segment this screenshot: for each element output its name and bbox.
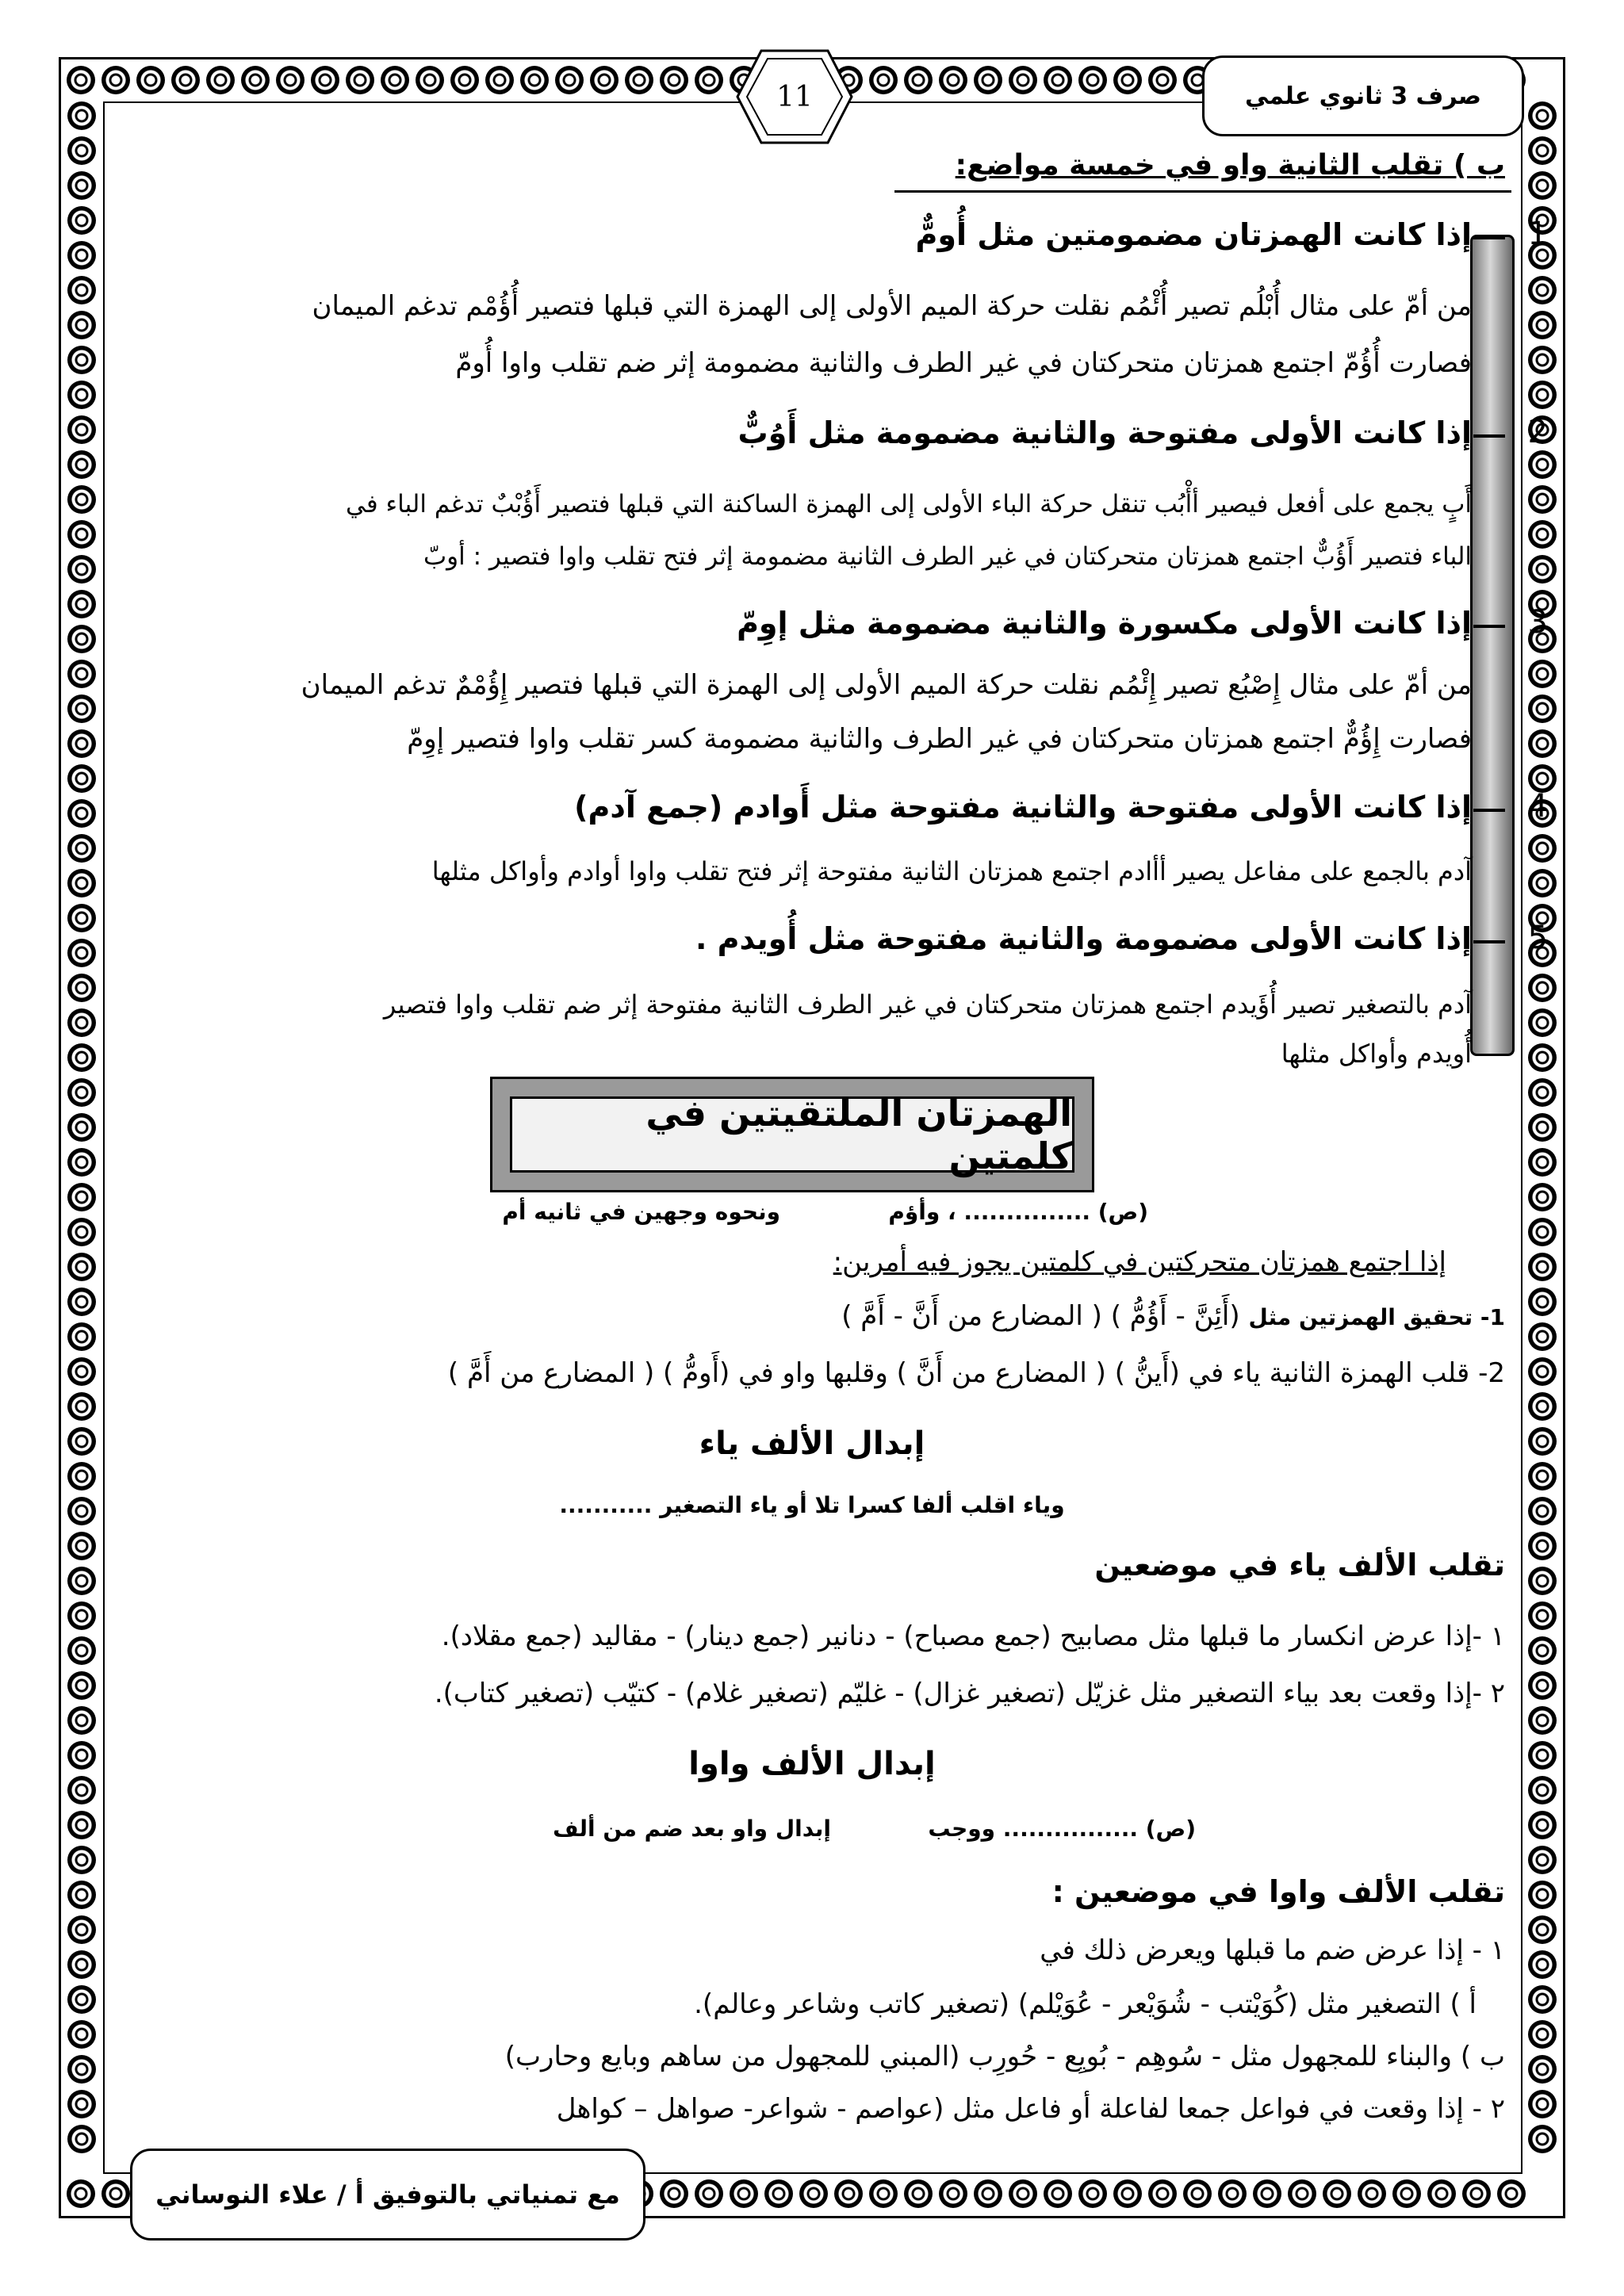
item-5-line-1: آدم بالتصغير تصير أُؤَيدم اجتمع همزتان متحركتان في غير الطرف الثانية مفتوحة إثر ضم تقلب واوا فتصير (383, 989, 1472, 1020)
item-2-title: إذا كانت الأولى مفتوحة والثانية مضمومة مثل أَوُبٌّ (737, 415, 1472, 450)
item-1-number: 1 (1527, 216, 1548, 252)
item-number-dash (1473, 236, 1505, 239)
item-2-line-2: الباء فتصير أَؤُبٌّ اجتمع همزتان متحركتان في غير الطرف الثانية مضمومة إثر فتح تقلب واوا فتصير : أوبّ (423, 542, 1472, 571)
item-4-line-1: آدم بالجمع على مفاعل يصير أأادم اجتمع همزتان الثانية مفتوحة إثر فتح تقلب واوا أوادم وأواكل مثلها (431, 856, 1472, 886)
item-4-number: 4 (1527, 788, 1548, 825)
alif-ya-heading: تقلب الألف ياء في موضعين (1094, 1548, 1505, 1582)
item-3-title: إذا كانت الأولى مكسورة والثانية مضمومة مثل إوِمّ (737, 606, 1472, 641)
hamzatan-rule-2: 2- قلب الهمزة الثانية ياء في (أَينُّ ) ( المضارع من أَنَّ ) وقلبها واو في (أَومُّ ) ( المضارع من أَمَّ ) (447, 1357, 1505, 1389)
header-title: صرف 3 ثانوي علمي (1202, 55, 1524, 136)
heading-rule (894, 190, 1511, 193)
alif-waw-verse-left: إبدال واو بعد ضم من ألف (553, 1816, 831, 1842)
alif-ya-verse: وياء اقلب ألفا كسرا تلا أو ياء التصغير ........... (559, 1492, 1065, 1518)
alif-waw-line-1: ١ - إذا عرض ضم ما قبلها ويعرض ذلك في (1040, 1934, 1505, 1966)
hamzatan-rule-1 (841, 1300, 1505, 1332)
section-b-heading: ب ) تقلب الثانية واو في خمسة مواضع: (955, 149, 1505, 182)
item-2-number: 2 (1527, 414, 1548, 450)
alif-waw-verse-right: (ص) ................ ووجب (928, 1816, 1196, 1842)
alif-ya-line-2: ٢ -إذا وقعت بعد بياء التصغير مثل غزيّل (تصغير غزال) - غليّم (تصغير غلام) - كتيّب (تصغير كتاب). (434, 1678, 1505, 1709)
item-4-title: إذا كانت الأولى مفتوحة والثانية مفتوحة مثل أَوادم (جمع آدم) (574, 790, 1472, 825)
decorative-sidebar-bar (1470, 235, 1515, 1056)
item-number-dash (1473, 940, 1505, 943)
item-number-dash (1473, 434, 1505, 438)
footer-signature: مع تمنياتي بالتوفيق أ / علاء النوساني (130, 2149, 645, 2241)
alif-waw-heading: تقلب الألف واوا في موضعين : (1051, 1874, 1505, 1909)
item-1-title: إذا كانت الهمزتان مضمومتين مثل أُومٌّ (915, 217, 1472, 252)
item-3-line-2: فصارت إِؤُمٌّ اجتمع همزتان متحركتان في غير الطرف والثانية مضمومة كسر تقلب واوا فتصير إوِمّ (407, 723, 1472, 755)
hamzatan-verse-right: (ص) ............... ، وأؤم (888, 1199, 1148, 1225)
item-1-line-1: من أمّ على مثال أُبْلُم تصير أُئْمُم نقلت حركة الميم الأولى إلى الهمزة التي قبلها فتصير أُؤُمْم تدغم الميمان (312, 290, 1472, 322)
item-number-dash (1473, 809, 1505, 812)
item-2-line-1: أَبٍ يجمع على أفعل فيصير أأْبُب تنقل حركة الباء الأولى إلى الهمزة الساكنة التي قبلها فتصير أَؤُبْبٌ تدغم الباء في (346, 490, 1472, 519)
alif-ya-title: إبدال الألف ياء (699, 1425, 925, 1462)
alif-ya-line-1: ١ -إذا عرض انكسار ما قبلها مثل مصابيح (جمع مصباح) - دنانير (جمع دينار) - مقاليد (جمع مقلاد). (441, 1621, 1505, 1652)
banner-title: الهمزتان الملتقيتين في كلمتين (510, 1096, 1074, 1173)
alif-waw-title: إبدال الألف واوا (688, 1746, 936, 1782)
item-3-number: 3 (1527, 604, 1548, 641)
item-3-line-1: من أمّ على مثال إِصْبُع تصير إِئْمُم نقلت حركة الميم الأولى إلى الهمزة التي قبلها فتصير إِؤُمْمٌ تدغم الميمان (301, 669, 1472, 701)
page-number-badge (730, 43, 860, 151)
item-5-title: إذا كانت الأولى مضمومة والثانية مفتوحة مثل أُويدم . (695, 921, 1472, 956)
item-5-number: 5 (1527, 920, 1548, 956)
item-5-line-2: أُويدم وأواكل مثلها (1281, 1039, 1472, 1069)
alif-waw-line-3: ب ) والبناء للمجهول مثل - سُوهِم - بُويِع - حُورِب (المبني للمجهول من ساهم وبايع وحارب) (504, 2041, 1505, 2072)
section-banner (490, 1077, 1094, 1192)
item-1-line-2: فصارت أُؤُمّ اجتمع همزتان متحركتان في غير الطرف والثانية مضمومة إثر ضم تقلب واوا أُومّ (455, 347, 1472, 379)
item-number-dash (1473, 625, 1505, 628)
page-number: 11 (776, 80, 813, 113)
hamzatan-intro: إذا اجتمع همزتان متحركتين في كلمتين يجوز فيه أمرين: (833, 1246, 1446, 1278)
alif-waw-line-4: ٢ - إذا وقعت في فواعل جمعا لفاعلة أو فاعل مثل (عواصم - شواعر- صواهل – كواهل (556, 2093, 1505, 2125)
hamzatan-verse-left: ونحوه وجهين في ثانيه أم (502, 1199, 780, 1225)
hamzatan-rule-1-rest: (أَئِنَّ - أَؤُمُّ ) ( المضارع من أَنَّ - أَمَّ ) (841, 1300, 1240, 1332)
alif-waw-line-2: أ ) التصغير مثل (كُوَيْتب - شُوَيْعر - عُوَيْلم) (تصغير كاتب وشاعر وعالم). (694, 1988, 1477, 2020)
hamzatan-rule-1-label: 1- تحقيق الهمزتين مثل (1248, 1304, 1505, 1330)
